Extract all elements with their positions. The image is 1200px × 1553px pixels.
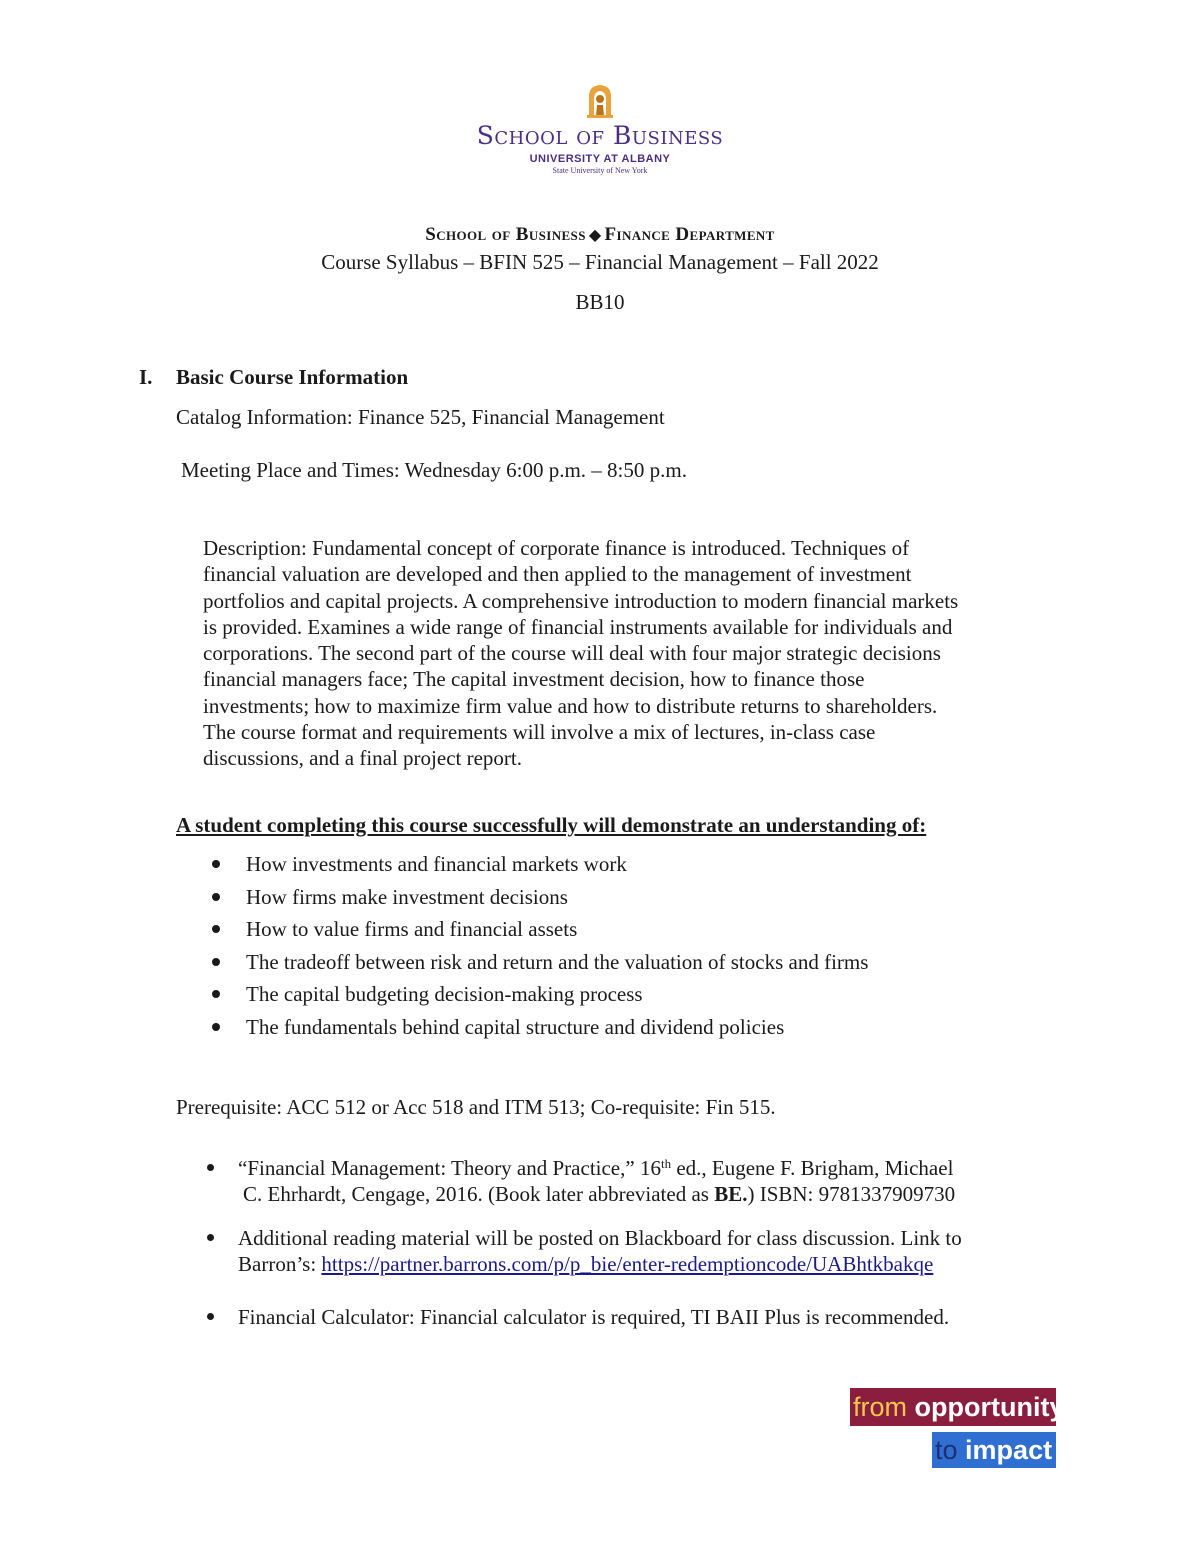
logo-university-name: UNIVERSITY AT ALBANY	[529, 153, 671, 165]
school-name: School of Business	[425, 224, 586, 245]
bullet-icon	[212, 958, 220, 966]
bullet-icon	[212, 925, 220, 933]
list-item: How investments and financial markets work	[212, 851, 868, 884]
bullet-icon	[212, 1023, 220, 1031]
bullet-icon	[207, 1234, 214, 1241]
section-number: I.	[139, 365, 153, 389]
list-item: The fundamentals behind capital structure and dividend policies	[212, 1014, 868, 1047]
description-line: Description: Fundamental concept of corporate finance is introduced. Techniques of	[203, 536, 910, 560]
school-logo	[470, 82, 730, 176]
description-label: Description	[203, 536, 301, 560]
list-item: The capital budgeting decision-making process	[212, 981, 868, 1014]
textbook-item: “Financial Management: Theory and Practice,” 16th ed., Eugene F. Brigham, Michael C. Ehrhardt, Cengage, 2016. (Book later abbreviated as BE.) ISBN: 9781337909730	[207, 1155, 955, 1207]
meeting-times: Meeting Place and Times: Wednesday 6:00 p.m. – 8:50 p.m.	[181, 458, 687, 482]
description-line: financial managers face; The capital investment decision, how to finance those	[203, 667, 865, 692]
department-name: Finance Department	[604, 224, 775, 245]
description-line: is provided. Examines a wide range of financial instruments available for individuals and	[203, 614, 953, 639]
description-line: portfolios and capital projects. A comprehensive introduction to modern financial markets	[203, 588, 959, 613]
description-line: The course format and requirements will involve a mix of lectures, in-class case	[203, 720, 876, 745]
bullet-icon	[212, 893, 220, 901]
list-item: The tradeoff between risk and return and the valuation of stocks and firms	[212, 949, 868, 982]
course-syllabus-title: Course Syllabus – BFIN 525 – Financial Management – Fall 2022	[321, 250, 879, 274]
learning-outcomes-list	[212, 851, 868, 1046]
list-item: How firms make investment decisions	[212, 884, 868, 917]
description-line: corporations. The second part of the course will deal with four major strategic decisions	[203, 641, 941, 666]
reading-material-item: Additional reading material will be posted on Blackboard for class discussion. Link to Barron’s: https://partner.barrons.com/p/p_bie/enter-redemptioncode/UABhtkbakqe	[207, 1225, 962, 1277]
tagline-from-opportunity: from opportunity	[850, 1388, 1056, 1426]
catalog-information: Catalog Information: Finance 525, Financial Management	[176, 405, 665, 429]
minerva-logo-icon	[583, 82, 617, 118]
logo-school-name: School of Business	[476, 121, 724, 150]
section-code: BB10	[575, 290, 625, 314]
diamond-separator-icon: ◆	[588, 225, 602, 244]
logo-suny-name: State University of New York	[552, 166, 648, 175]
learning-outcomes-heading: A student completing this course successfully will demonstrate an understanding of:	[176, 813, 927, 837]
tagline-to-impact: to impact	[932, 1432, 1056, 1468]
list-item: How to value firms and financial assets	[212, 916, 868, 949]
bullet-icon	[212, 860, 220, 868]
prerequisite: Prerequisite: ACC 512 or Acc 518 and ITM 513; Co-requisite: Fin 515.	[176, 1095, 776, 1119]
textbook-abbreviation: BE.	[714, 1182, 748, 1206]
section-title: Basic Course Information	[176, 365, 409, 389]
textbook-title: “Financial Management: Theory and Practice,” 16	[238, 1156, 661, 1180]
bullet-icon	[207, 1164, 214, 1171]
bullet-icon	[207, 1313, 214, 1320]
course-description	[203, 535, 1063, 772]
barrons-link[interactable]: https://partner.barrons.com/p/p_bie/enter-redemptioncode/UABhtkbakqe	[321, 1252, 934, 1276]
description-line: financial valuation are developed and then applied to the management of investment	[203, 562, 912, 587]
calculator-item: Financial Calculator: Financial calculator is required, TI BAII Plus is recommended.	[207, 1304, 949, 1330]
description-line: investments; how to maximize firm value and how to distribute returns to shareholders.	[203, 693, 938, 718]
department-heading	[0, 224, 1200, 246]
description-line: discussions, and a final project report.	[203, 746, 522, 771]
bullet-icon	[212, 990, 220, 998]
